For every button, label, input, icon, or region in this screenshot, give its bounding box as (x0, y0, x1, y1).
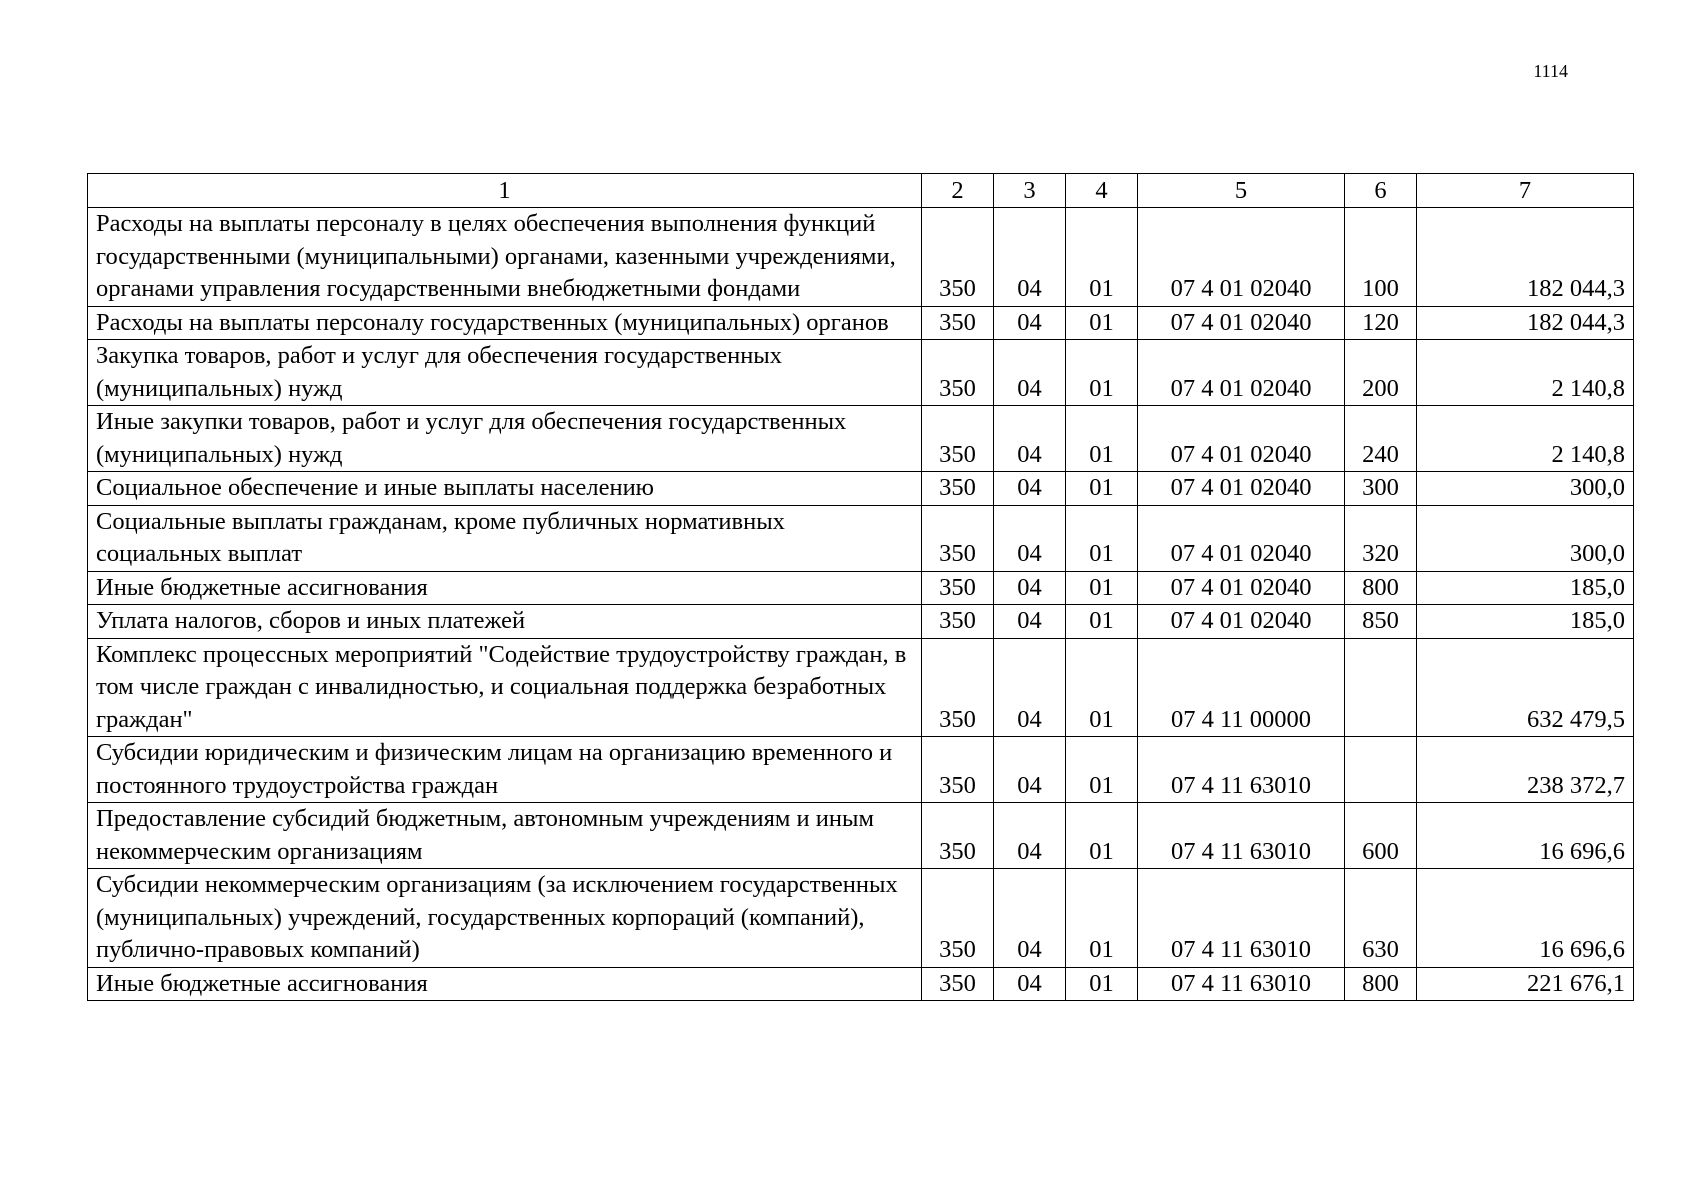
row-col2-cell: 350 (922, 406, 994, 472)
table-row (88, 605, 1634, 639)
row-name-cell: Субсидии юридическим и физическим лицам на организацию временного и постоянного трудоустройства граждан (88, 737, 922, 803)
row-col4-cell: 01 (1066, 208, 1138, 307)
header-col-2: 2 (922, 174, 994, 208)
row-col5-cell: 07 4 01 02040 (1138, 208, 1345, 307)
row-name-cell: Расходы на выплаты персоналу в целях обеспечения выполнения функций государственными (муниципальными) органами, казенными учреждениями, органами управления государственными внебюджетными фондами (88, 208, 922, 307)
row-col4-cell: 01 (1066, 406, 1138, 472)
row-col6-cell: 600 (1345, 803, 1417, 869)
row-col2-cell: 350 (922, 605, 994, 639)
row-col4-cell: 01 (1066, 571, 1138, 605)
row-col5-cell: 07 4 01 02040 (1138, 340, 1345, 406)
table-row (88, 638, 1634, 737)
row-col6-cell (1345, 737, 1417, 803)
row-col7-cell: 300,0 (1417, 472, 1634, 506)
header-col-1: 1 (88, 174, 922, 208)
header-col-6: 6 (1345, 174, 1417, 208)
table-row (88, 967, 1634, 1001)
row-name-cell: Субсидии некоммерческим организациям (за исключением государственных (муниципальных) учреждений, государственных корпораций (компаний), публично-правовых компаний) (88, 869, 922, 968)
row-col6-cell: 100 (1345, 208, 1417, 307)
row-col5-cell: 07 4 01 02040 (1138, 472, 1345, 506)
row-col6-cell: 300 (1345, 472, 1417, 506)
row-col3-cell: 04 (994, 306, 1066, 340)
row-name-cell: Социальное обеспечение и иные выплаты населению (88, 472, 922, 506)
table-row (88, 505, 1634, 571)
header-row (88, 174, 1634, 208)
row-col5-cell: 07 4 01 02040 (1138, 505, 1345, 571)
row-col2-cell: 350 (922, 208, 994, 307)
row-col6-cell: 800 (1345, 571, 1417, 605)
row-col2-cell: 350 (922, 340, 994, 406)
table-row (88, 340, 1634, 406)
row-col2-cell: 350 (922, 505, 994, 571)
row-col7-cell: 185,0 (1417, 571, 1634, 605)
row-col3-cell: 04 (994, 605, 1066, 639)
row-col5-cell: 07 4 11 63010 (1138, 869, 1345, 968)
row-col5-cell: 07 4 11 63010 (1138, 803, 1345, 869)
row-col7-cell: 182 044,3 (1417, 208, 1634, 307)
row-col2-cell: 350 (922, 571, 994, 605)
row-col6-cell: 320 (1345, 505, 1417, 571)
row-col7-cell: 182 044,3 (1417, 306, 1634, 340)
row-col3-cell: 04 (994, 340, 1066, 406)
row-col5-cell: 07 4 11 63010 (1138, 967, 1345, 1001)
row-name-cell: Комплекс процессных мероприятий "Содействие трудоустройству граждан, в том числе граждан с инвалидностью, и социальная поддержка безработных граждан" (88, 638, 922, 737)
header-col-4: 4 (1066, 174, 1138, 208)
table-row (88, 869, 1634, 968)
row-col4-cell: 01 (1066, 306, 1138, 340)
row-col7-cell: 238 372,7 (1417, 737, 1634, 803)
table-row (88, 803, 1634, 869)
row-col2-cell: 350 (922, 869, 994, 968)
row-name-cell: Иные бюджетные ассигнования (88, 967, 922, 1001)
row-col2-cell: 350 (922, 472, 994, 506)
row-col2-cell: 350 (922, 803, 994, 869)
row-col6-cell: 240 (1345, 406, 1417, 472)
row-col5-cell: 07 4 01 02040 (1138, 306, 1345, 340)
row-col7-cell: 2 140,8 (1417, 406, 1634, 472)
row-col5-cell: 07 4 01 02040 (1138, 406, 1345, 472)
row-col7-cell: 221 676,1 (1417, 967, 1634, 1001)
row-col6-cell: 630 (1345, 869, 1417, 968)
row-col3-cell: 04 (994, 803, 1066, 869)
row-col4-cell: 01 (1066, 605, 1138, 639)
row-col2-cell: 350 (922, 306, 994, 340)
row-name-cell: Закупка товаров, работ и услуг для обеспечения государственных (муниципальных) нужд (88, 340, 922, 406)
row-col3-cell: 04 (994, 967, 1066, 1001)
page-number: 1114 (1533, 61, 1568, 81)
table-row (88, 737, 1634, 803)
row-col3-cell: 04 (994, 571, 1066, 605)
row-col5-cell: 07 4 11 00000 (1138, 638, 1345, 737)
row-col7-cell: 300,0 (1417, 505, 1634, 571)
row-col6-cell: 800 (1345, 967, 1417, 1001)
row-col7-cell: 185,0 (1417, 605, 1634, 639)
row-col4-cell: 01 (1066, 737, 1138, 803)
row-col3-cell: 04 (994, 208, 1066, 307)
row-name-cell: Уплата налогов, сборов и иных платежей (88, 605, 922, 639)
row-col2-cell: 350 (922, 638, 994, 737)
row-col7-cell: 632 479,5 (1417, 638, 1634, 737)
table-row (88, 208, 1634, 307)
row-col3-cell: 04 (994, 472, 1066, 506)
row-col7-cell: 16 696,6 (1417, 869, 1634, 968)
table-row (88, 571, 1634, 605)
budget-table (87, 173, 1634, 1001)
row-col6-cell (1345, 638, 1417, 737)
row-col5-cell: 07 4 01 02040 (1138, 571, 1345, 605)
table-body (88, 208, 1634, 1001)
row-col6-cell: 850 (1345, 605, 1417, 639)
row-name-cell: Иные бюджетные ассигнования (88, 571, 922, 605)
table-row (88, 406, 1634, 472)
row-name-cell: Расходы на выплаты персоналу государственных (муниципальных) органов (88, 306, 922, 340)
row-col5-cell: 07 4 11 63010 (1138, 737, 1345, 803)
row-col3-cell: 04 (994, 737, 1066, 803)
row-col4-cell: 01 (1066, 638, 1138, 737)
row-col3-cell: 04 (994, 638, 1066, 737)
row-col2-cell: 350 (922, 737, 994, 803)
row-col3-cell: 04 (994, 869, 1066, 968)
table-header (88, 174, 1634, 208)
row-col6-cell: 120 (1345, 306, 1417, 340)
row-col4-cell: 01 (1066, 505, 1138, 571)
table-row (88, 472, 1634, 506)
row-name-cell: Социальные выплаты гражданам, кроме публичных нормативных социальных выплат (88, 505, 922, 571)
table-row (88, 306, 1634, 340)
row-col4-cell: 01 (1066, 803, 1138, 869)
row-col7-cell: 16 696,6 (1417, 803, 1634, 869)
row-name-cell: Предоставление субсидий бюджетным, автономным учреждениям и иным некоммерческим организациям (88, 803, 922, 869)
header-col-7: 7 (1417, 174, 1634, 208)
row-col2-cell: 350 (922, 967, 994, 1001)
row-name-cell: Иные закупки товаров, работ и услуг для обеспечения государственных (муниципальных) нужд (88, 406, 922, 472)
row-col4-cell: 01 (1066, 967, 1138, 1001)
row-col4-cell: 01 (1066, 472, 1138, 506)
row-col3-cell: 04 (994, 505, 1066, 571)
header-col-5: 5 (1138, 174, 1345, 208)
row-col6-cell: 200 (1345, 340, 1417, 406)
row-col4-cell: 01 (1066, 869, 1138, 968)
row-col4-cell: 01 (1066, 340, 1138, 406)
row-col7-cell: 2 140,8 (1417, 340, 1634, 406)
row-col5-cell: 07 4 01 02040 (1138, 605, 1345, 639)
header-col-3: 3 (994, 174, 1066, 208)
row-col3-cell: 04 (994, 406, 1066, 472)
